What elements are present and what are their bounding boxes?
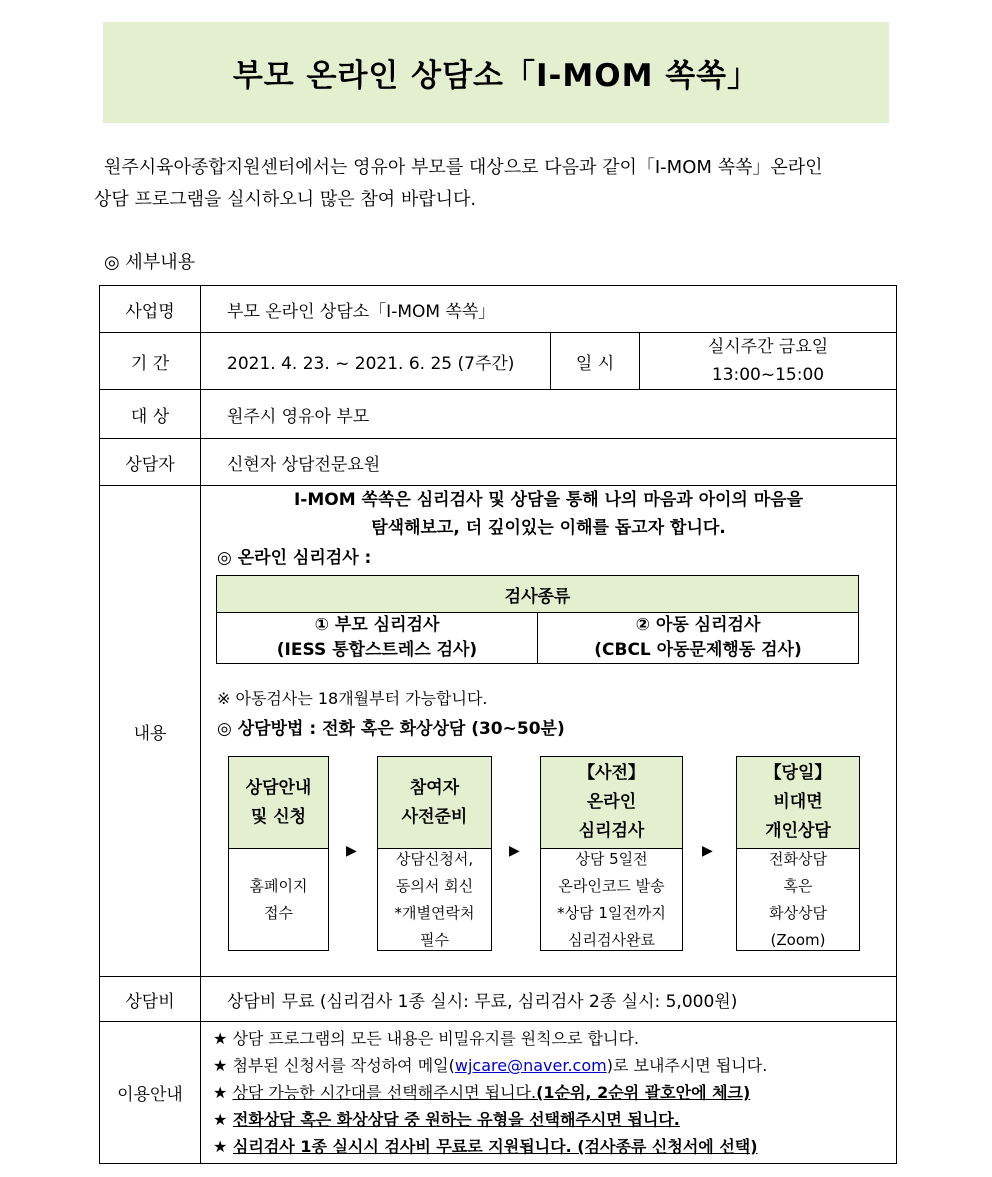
content-cell xyxy=(201,486,897,977)
content-intro-line-2: 탐색해보고, 더 깊이있는 이해를 돕고자 합니다. xyxy=(371,518,726,538)
period-value: 2021. 4. 23. ~ 2021. 6. 25 (7주간) xyxy=(201,333,551,390)
step-counseling-body-line: (Zoom) xyxy=(770,930,826,949)
section-label-details: ◎ 세부내용 xyxy=(104,252,195,273)
info-line-1 xyxy=(201,1025,896,1052)
step-apply-head-line: 및 신청 xyxy=(250,806,307,827)
star-icon: ★ xyxy=(213,1137,228,1156)
step-online-test-head-line: 온라인 xyxy=(586,792,637,812)
step-counseling xyxy=(736,756,860,951)
info-line-5 xyxy=(201,1133,896,1160)
intro-paragraph xyxy=(94,152,896,216)
info-line-4 xyxy=(201,1106,896,1133)
info-line-3-text: 상담 가능한 시간대를 선택해주시면 됩니다. xyxy=(232,1083,537,1102)
counsel-method-heading: ◎ 상담방법 : 전화 혹은 화상상담 (30~50분) xyxy=(217,719,565,739)
test-type-parent-desc: (IESS 통합스트레스 검사) xyxy=(276,640,478,660)
info-line-3 xyxy=(201,1079,896,1106)
star-icon: ★ xyxy=(213,1083,228,1102)
step-prepare-head xyxy=(378,757,491,849)
test-type-parent xyxy=(217,613,538,664)
step-online-test-body xyxy=(541,849,682,950)
time-value-hours: 13:00~15:00 xyxy=(711,365,825,385)
info-line-2 xyxy=(201,1052,896,1079)
intro-line-1: 원주시육아종합지원센터에서는 영유아 부모를 대상으로 다음과 같이「I-MOM 쏙쏙」온라인 xyxy=(104,157,823,178)
target-value: 원주시 영유아 부모 xyxy=(201,390,897,439)
email-link[interactable]: wjcare@naver.com xyxy=(454,1056,607,1075)
step-apply-body xyxy=(229,849,328,950)
test-type-child-desc: (CBCL 아동문제행동 검사) xyxy=(594,640,802,660)
content-label: 내용 xyxy=(100,486,201,977)
name-value: 부모 온라인 상담소「I-MOM 쏙쏙」 xyxy=(201,286,897,333)
online-test-heading: ◎ 온라인 심리검사 : xyxy=(217,548,372,568)
step-online-test-body-line: *상담 1일전까지 xyxy=(557,903,666,922)
info-line-3-bold: (1순위, 2순위 괄호안에 체크) xyxy=(536,1083,751,1102)
info-line-1-text: 상담 프로그램의 모든 내용은 비밀유지를 원칙으로 합니다. xyxy=(232,1029,639,1048)
period-label: 기 간 xyxy=(100,333,201,390)
step-counseling-body-line: 화상상담 xyxy=(769,903,827,922)
info-line-2-text-end: )로 보내주시면 됩니다. xyxy=(606,1056,768,1075)
target-label: 대 상 xyxy=(100,390,201,439)
step-counseling-head-line: 【당일】 xyxy=(764,763,832,783)
step-apply-body-line: 접수 xyxy=(264,903,293,922)
step-prepare-body-line: 동의서 회신 xyxy=(395,876,474,895)
step-counseling-body-line: 혹은 xyxy=(783,876,813,895)
step-counseling-head xyxy=(737,757,859,849)
fee-value: 상담비 무료 (심리검사 1종 실시: 무료, 심리검사 2종 실시: 5,000원) xyxy=(201,977,897,1022)
test-types-header: 검사종류 xyxy=(217,576,859,613)
step-prepare-head-line: 사전준비 xyxy=(401,806,468,827)
info-cell xyxy=(201,1022,897,1164)
step-online-test-head xyxy=(541,757,682,849)
step-apply-head-line: 상담안내 xyxy=(245,777,312,798)
step-prepare-body-line: *개별연락처 xyxy=(394,903,475,922)
test-type-child xyxy=(538,613,859,664)
step-online-test-head-line: 【사전】 xyxy=(578,763,645,783)
info-line-2-text: 첨부된 신청서를 작성하여 메일( xyxy=(232,1056,455,1075)
child-test-note: ※ 아동검사는 18개월부터 가능합니다. xyxy=(217,689,488,708)
step-counseling-head-line: 개인상담 xyxy=(765,821,831,841)
counselor-label: 상담자 xyxy=(100,439,201,486)
step-prepare xyxy=(377,756,492,951)
test-type-parent-title: ① 부모 심리검사 xyxy=(314,615,440,635)
info-line-4-text: 전화상담 혹은 화상상담 중 원하는 유형을 선택해주시면 됩니다. xyxy=(232,1110,680,1129)
step-arrow-icon: ▶ xyxy=(702,843,713,859)
time-value-days: 실시주간 금요일 xyxy=(707,337,829,357)
step-arrow-icon: ▶ xyxy=(346,843,357,859)
step-prepare-body-line: 상담신청서, xyxy=(395,849,474,868)
step-counseling-body-line: 전화상담 xyxy=(769,849,827,868)
step-apply-body-line: 홈페이지 xyxy=(249,876,308,895)
step-online-test xyxy=(540,756,683,951)
step-apply-head xyxy=(229,757,328,849)
time-label: 일 시 xyxy=(551,333,640,390)
star-icon: ★ xyxy=(213,1029,228,1048)
intro-line-2: 상담 프로그램을 실시하오니 많은 참여 바랍니다. xyxy=(94,189,477,210)
step-online-test-head-line: 심리검사 xyxy=(578,821,645,841)
step-online-test-body-line: 온라인코드 발송 xyxy=(558,876,665,895)
info-label: 이용안내 xyxy=(100,1022,201,1164)
step-counseling-head-line: 비대면 xyxy=(773,792,823,812)
step-online-test-body-line: 상담 5일전 xyxy=(575,849,648,868)
star-icon: ★ xyxy=(213,1110,228,1129)
page-title: 부모 온라인 상담소「I-MOM 쏙쏙」 xyxy=(103,22,889,123)
step-arrow-icon: ▶ xyxy=(509,843,520,859)
step-prepare-body xyxy=(378,849,491,950)
step-counseling-body xyxy=(737,849,859,950)
star-icon: ★ xyxy=(213,1056,228,1075)
info-line-5-text: 심리검사 1종 실시시 검사비 무료로 지원됩니다. (검사종류 신청서에 선택) xyxy=(232,1137,758,1156)
name-label: 사업명 xyxy=(100,286,201,333)
step-apply xyxy=(228,756,329,951)
fee-label: 상담비 xyxy=(100,977,201,1022)
step-prepare-body-line: 필수 xyxy=(420,930,449,949)
step-online-test-body-line: 심리검사완료 xyxy=(568,930,655,949)
details-table xyxy=(99,285,897,1164)
test-type-child-title: ② 아동 심리검사 xyxy=(635,615,761,635)
content-intro-line-1: I-MOM 쏙쏙은 심리검사 및 상담을 통해 나의 마음과 아이의 마음을 xyxy=(293,490,804,510)
test-types-table xyxy=(216,575,859,664)
step-prepare-head-line: 참여자 xyxy=(409,777,460,798)
time-value xyxy=(640,333,897,390)
content-intro xyxy=(201,486,896,542)
counselor-value: 신현자 상담전문요원 xyxy=(201,439,897,486)
